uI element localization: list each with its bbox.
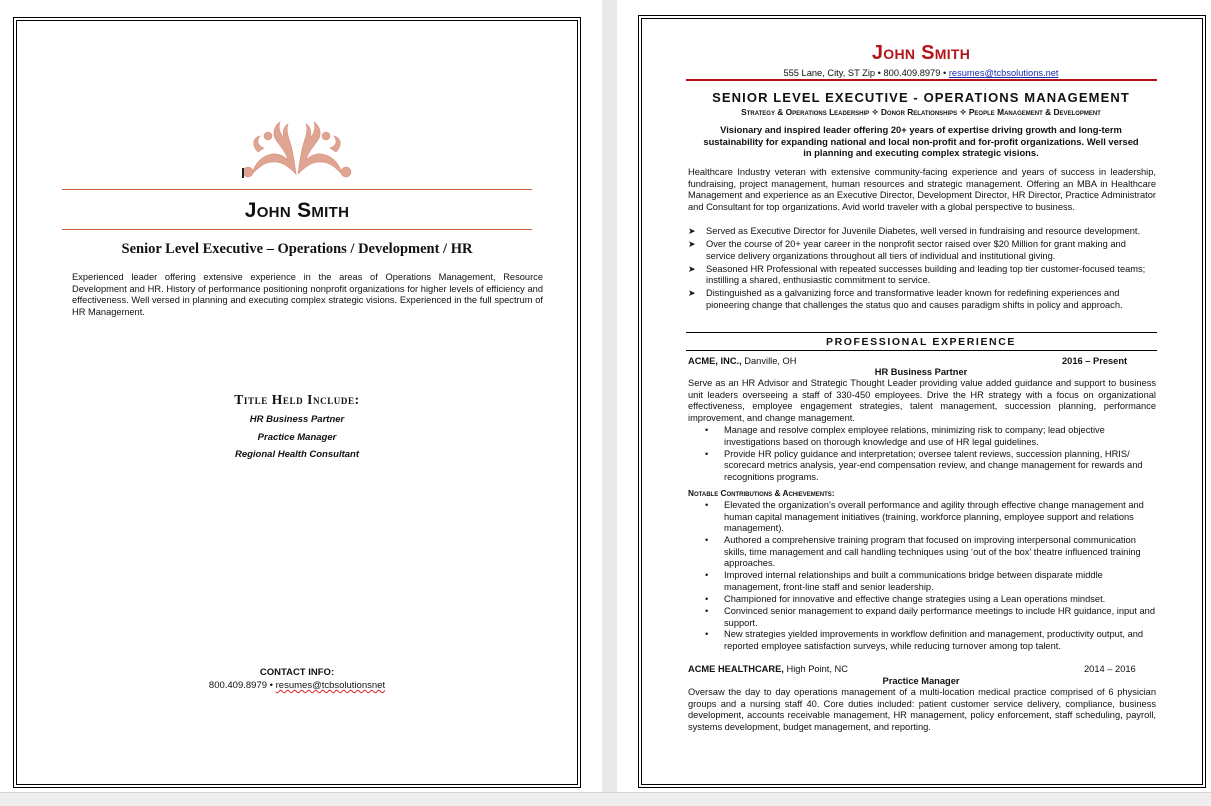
arrow-bullet-icon: ➤: [688, 288, 696, 299]
job2-header: [688, 664, 1156, 676]
section-rule-bottom: [686, 350, 1157, 351]
job1-role: HR Business Partner: [874, 367, 968, 377]
list-item: • Improved internal relationships and built a communications bridge between disparate middle management, front-line staff and senior leadership.: [705, 570, 1103, 592]
list-item: • Manage and resolve complex employee relations, minimizing risk to company; lead objective investigations based on thorough knowledge and use of HR legal guidelines.: [705, 425, 1105, 447]
list-item: • Convinced senior management to expand daily performance meetings to include HR guidance, input and support.: [705, 605, 1156, 628]
list-item: • New strategies yielded improvements in workflow definition and management, productivity output, and reported employee satisfaction surveys, while reducing turnover among top talent.: [705, 629, 1144, 652]
title-item: Regional Health Consultant: [234, 449, 360, 460]
arrow-bullet-icon: ➤: [688, 226, 696, 236]
titles-heading: Title Held Include:: [234, 392, 360, 407]
contact-line: [686, 68, 1156, 78]
flourish-ornament: [238, 116, 356, 180]
header-rule: [686, 79, 1157, 81]
contact-email[interactable]: resumes@tcbsolutionsnet: [275, 680, 386, 691]
section-heading: PROFESSIONAL EXPERIENCE: [825, 336, 1017, 348]
contact-line: [62, 680, 532, 691]
candidate-name: John Smith: [244, 199, 350, 222]
list-item: ➤ Distinguished as a galvanizing force and transformative leader known for redefining experiences and pioneering change that challenges the status quo and causes paradigm shifts in policy and approach.: [688, 288, 1123, 311]
arrow-bullet-icon: ➤: [688, 263, 696, 274]
arrow-bullet-icon: ➤: [688, 239, 696, 250]
candidate-title: Senior Level Executive – Operations / Development / HR: [121, 241, 473, 257]
notable-heading: Notable Contributions & Achievements:: [688, 488, 835, 498]
list-item: • Championed for innovative and effective change strategies using a Lean operations mindset.: [705, 593, 1106, 604]
email-link[interactable]: resumes@tcbsolutions.net: [948, 68, 1059, 78]
job2-company: ACME HEALTHCARE,: [688, 664, 784, 674]
title-item: Practice Manager: [257, 431, 337, 443]
job1-years: 2016 – Present: [1062, 356, 1128, 366]
contact-label: CONTACT INFO:: [259, 667, 335, 678]
job1-achievements: [688, 500, 1156, 653]
bottom-rule: [62, 229, 532, 230]
intro-paragraph: Healthcare Industry veteran with extensive community-facing experience and years of success in leadership, fundraising, project management, human resources and strategic management. Offering an MBA in Healthcare Management and experience as an Executive Director, Development Director, HR Director, Practice Administrator and Consultant for top organizations. Avid world traveler with a global perspective to business.: [688, 167, 1156, 212]
summary-paragraph: Experienced leader offering extensive experience in the areas of Operations Management, Resource Development and HR. History of performance positioning nonprofit organizations for higher levels of efficiency and effectiveness. Well versed in planning and executing complex strategic visions. Experienced in the full spectrum of HR Management.: [72, 272, 543, 317]
list-item: • Provide HR policy guidance and interpretation; oversee talent reviews, succession planning, HRIS/ scorecard metrics analysis, year-end compensation review, and change management for rewards and recognitions programs.: [705, 448, 1143, 482]
list-item: ➤ Served as Executive Director for Juvenile Diabetes, well versed in fundraising and resource development.: [688, 226, 1141, 236]
list-item: ➤ Over the course of 20+ year career in the nonprofit sector raised over $20 Million for grant making and service delivery organizations throughout all tiers of individual and institutional giving.: [688, 239, 1126, 261]
job1-description: Serve as an HR Advisor and Strategic Thought Leader providing value added guidance and support to business unit leaders overseeing a staff of 330-450 employees. Drive the HR strategy with a focus on organizational effectiveness, employee engagement strategies, talent management, succession planning, performance improvement, and change management.: [688, 378, 1156, 423]
top-rule: [62, 189, 532, 190]
job1-company: ACME, INC.,: [688, 356, 742, 366]
headline: SENIOR LEVEL EXECUTIVE - OPERATIONS MANAGEMENT: [712, 90, 1130, 105]
page-gap: [602, 0, 617, 792]
job1-location: Danville, OH: [741, 356, 797, 366]
contact-details: 555 Lane, City, ST Zip • 800.409.8979 •: [783, 68, 947, 78]
contact-separator: •: [269, 680, 273, 691]
candidate-name: John Smith: [871, 42, 971, 64]
job2-description: Oversaw the day to day operations management of a multi-location medical practice comprised of 6 physician groups and a nursing staff 40. Core duties included: patient customer service delivery, compliance, business development, accounts receivable management, HR management, policy enforcement, staff scheduling, payroll, systems development, budget management, and reporting.: [688, 687, 1156, 732]
list-item: • Authored a comprehensive training program that focused on improving interpersonal communication skills, time management and call handling techniques using ‘out of the box’ theatre influenced training approaches.: [705, 535, 1141, 569]
horizontal-scroll-area[interactable]: [0, 792, 1211, 806]
job2-location: High Point, NC: [783, 664, 848, 674]
job2-years: 2014 – 2016: [1084, 664, 1136, 674]
job2-role: Practice Manager: [882, 676, 960, 686]
contact-phone: 800.409.8979: [208, 680, 268, 691]
sub-headline: Strategy & Operations Leadership ✧ Donor Relationships ✧ People Management & Development: [741, 107, 1101, 117]
tagline: Visionary and inspired leader offering 20+ years of expertise driving growth and long-term sustainability for expanding national and local non-profit and for-profit organizations. Well versed in planning and executing complex strategic visions.: [703, 124, 1139, 159]
list-item: ➤ Seasoned HR Professional with repeated successes building and leading top tier customer-focused teams; instilling a shared, enthusiastic commitment to service.: [688, 263, 1146, 286]
highlights-list: [688, 226, 1156, 313]
section-rule-top: [686, 332, 1157, 333]
list-item: • Elevated the organization’s overall performance and agility through effective change management and human capital management initiatives (training, workforce planning, employee support and relations management).: [705, 500, 1144, 534]
job1-duties: [688, 425, 1156, 484]
titles-list: [62, 413, 532, 466]
title-item: HR Business Partner: [249, 414, 345, 425]
